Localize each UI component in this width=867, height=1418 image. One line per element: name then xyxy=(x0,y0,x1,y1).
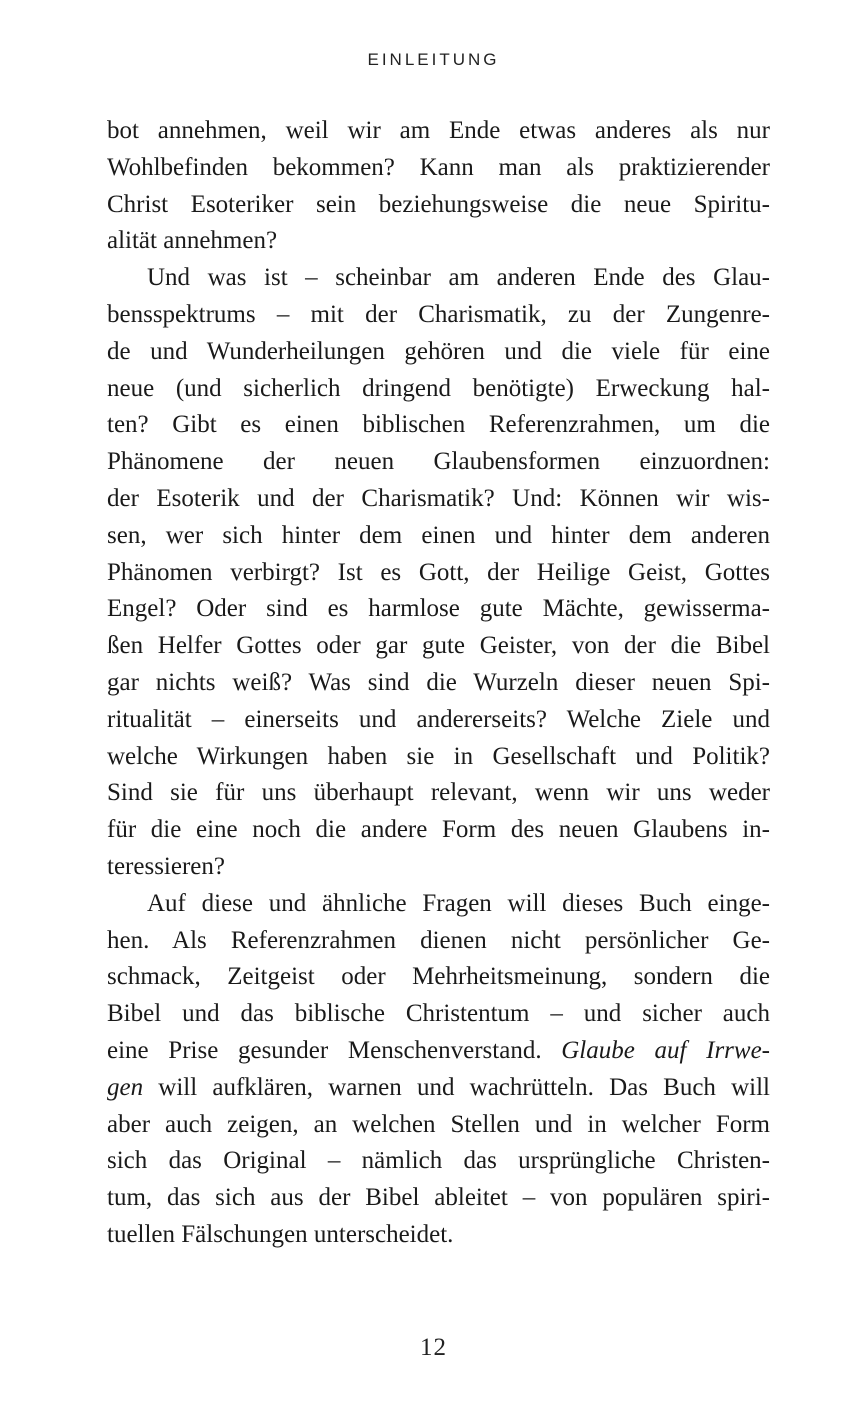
text-line: alität annehmen? xyxy=(107,227,278,255)
text-line: Engel? Oder sind es harmlose gute Mächte, gewisserma- xyxy=(107,595,770,623)
text-line: bensspektrums – mit der Charismatik, zu der Zungenre- xyxy=(107,300,770,328)
text-line: bot annehmen, weil wir am Ende etwas anderes als nur xyxy=(107,117,770,144)
page-number: 12 xyxy=(420,1334,447,1361)
text-line: sen, wer sich hinter dem einen und hinter dem anderen xyxy=(107,521,770,549)
text-line: tum, das sich aus der Bibel ableitet – von populären spiri- xyxy=(107,1184,770,1212)
text-line: sich das Original – nämlich das ursprüngliche Christen- xyxy=(107,1147,770,1175)
text-line: Sind sie für uns überhaupt relevant, wenn wir uns weder xyxy=(107,779,770,807)
body-text xyxy=(107,113,770,1254)
text-line: Wohlbefinden bekommen? Kann man als praktizierender xyxy=(107,153,770,181)
text-line: ßen Helfer Gottes oder gar gute Geister, von der die Bibel xyxy=(107,632,770,660)
text-line: hen. Als Referenzrahmen dienen nicht persönlicher Ge- xyxy=(107,926,770,954)
text-line: de und Wunderheilungen gehören und die viele für eine xyxy=(107,337,770,365)
text-line: Christ Esoteriker sein beziehungsweise die neue Spiritu- xyxy=(107,190,770,218)
text-line: ten? Gibt es einen biblischen Referenzrahmen, um die xyxy=(107,411,770,439)
text-line xyxy=(107,1070,770,1107)
running-header: EINLEITUNG xyxy=(367,50,500,69)
text-line xyxy=(107,1033,770,1070)
text-line: Und was ist – scheinbar am anderen Ende des Glau- xyxy=(147,264,770,292)
text-line: welche Wirkungen haben sie in Gesellschaft und Politik? xyxy=(107,742,770,770)
text-line: tuellen Fälschungen unterscheidet. xyxy=(107,1220,454,1248)
book-title: Glaube auf Irrwe- xyxy=(561,1036,771,1064)
text-line: schmack, Zeitgeist oder Mehrheitsmeinung, sondern die xyxy=(107,963,770,991)
text-run: eine Prise gesunder Menschenverstand. xyxy=(107,1036,562,1064)
book-title: gen xyxy=(107,1073,144,1101)
text-line: Phänomen verbirgt? Ist es Gott, der Heilige Geist, Gottes xyxy=(107,558,770,586)
text-line: Bibel und das biblische Christentum – und sicher auch xyxy=(107,1000,770,1028)
text-line: aber auch zeigen, an welchen Stellen und in welcher Form xyxy=(107,1110,770,1138)
text-line: teressieren? xyxy=(107,852,225,880)
text-run: will aufklären, warnen und wachrütteln. Das Buch will xyxy=(143,1073,770,1101)
text-line: neue (und sicherlich dringend benötigte) Erweckung hal- xyxy=(107,374,770,402)
text-line: gar nichts weiß? Was sind die Wurzeln dieser neuen Spi- xyxy=(107,668,770,696)
text-line: ritualität – einerseits und andererseits? Welche Ziele und xyxy=(107,705,770,733)
text-line: der Esoterik und der Charismatik? Und: Können wir wis- xyxy=(107,484,770,512)
text-line: Phänomene der neuen Glaubensformen einzuordnen: xyxy=(107,448,770,476)
text-line: für die eine noch die andere Form des neuen Glaubens in- xyxy=(107,816,770,844)
text-line: Auf diese und ähnliche Fragen will dieses Buch einge- xyxy=(147,889,770,917)
